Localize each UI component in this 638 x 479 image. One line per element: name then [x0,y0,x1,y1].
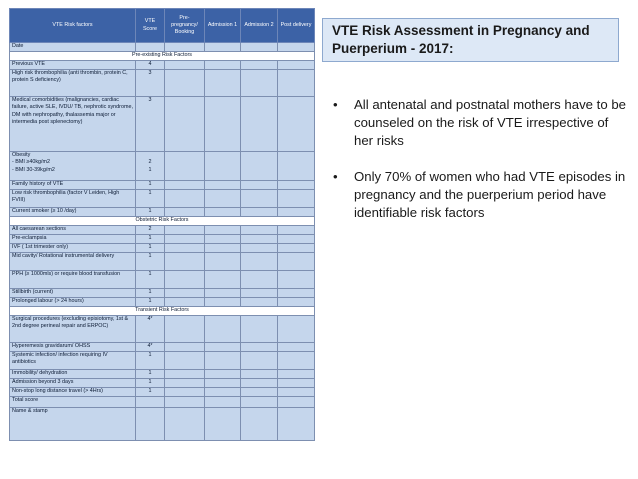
risk-score: 1 [136,271,165,289]
risk-score: 1 [136,298,165,307]
table-row [10,152,315,181]
bullet-dot-icon: • [333,168,338,184]
obesity-score-cell [136,152,165,181]
table-row [10,253,315,271]
risk-score: 1 [136,253,165,271]
vte-risk-table [9,8,315,441]
risk-score: 1 [136,208,165,217]
risk-label: Immobility/ dehydration [10,370,136,379]
header-admission-1: Admission 1 [205,9,241,43]
risk-score: 1 [136,379,165,388]
risk-label: Obesity [12,152,31,158]
header-admission-2: Admission 2 [241,9,278,43]
risk-label: Admission beyond 3 days [10,379,136,388]
risk-label: High risk thrombophilia (anti thrombin, protein C, protein S deficiency) [10,70,136,97]
risk-score: 3 [136,70,165,97]
risk-label: Previous VTE [10,61,136,70]
slide-title: VTE Risk Assessment in Pregnancy and Puerperium - 2017: [322,18,619,62]
risk-score: 1 [148,166,152,173]
date-admission-1-cell[interactable] [205,43,241,52]
table-row [10,397,315,408]
table-row [10,208,315,217]
risk-label: IVF ( 1st trimester only) [10,244,136,253]
risk-score: 2 [136,226,165,235]
header-post-delivery: Post delivery [278,9,315,43]
section-row [10,217,315,226]
risk-score: 1 [136,370,165,379]
table-header-row [10,9,315,43]
table-row [10,370,315,379]
date-post-delivery-cell[interactable] [278,43,315,52]
risk-score: 4* [136,316,165,343]
bullet-dot-icon: • [333,97,338,112]
header-vte-score: VTE Score [136,9,165,43]
bullet-list [331,96,626,239]
bullet-text: All antenatal and postnatal mothers have to be counseled on the risk of VTE irrespective of her risks [354,97,626,149]
section-row [10,307,315,316]
risk-score: 1 [136,235,165,244]
table-row [10,226,315,235]
risk-score: 4* [136,343,165,352]
table-row [10,70,315,97]
obesity-bmi-30: - BMI 30-39kg/m2 [12,166,55,173]
table-row [10,298,315,307]
table-row [10,181,315,190]
obesity-bmi-40: - BMI ≥40kg/m2 [12,159,51,166]
table-row [10,190,315,208]
risk-score: 3 [136,97,165,152]
header-risk-factors: VTE Risk factors [10,9,136,43]
date-admission-2-cell[interactable] [241,43,278,52]
risk-label: All caesarean sections [10,226,136,235]
total-score-label: Total score [10,397,136,408]
section-row [10,52,315,61]
table-row [10,43,315,52]
table-row [10,388,315,397]
table-row [10,97,315,152]
table-row [10,235,315,244]
risk-label: Hyperemesis gravidarum/ OHSS [10,343,136,352]
risk-label: PPH (≥ 1000mls) or require blood transfusion [10,271,136,289]
obesity-cell [10,152,136,181]
section-transient: Transient Risk Factors [10,307,315,316]
table-row [10,244,315,253]
name-stamp-label: Name & stamp [10,408,136,441]
risk-label: Stillbirth (current) [10,289,136,298]
date-label: Date [10,43,136,52]
risk-score: 1 [136,388,165,397]
risk-label: Pre-eclampsia [10,235,136,244]
table-row [10,343,315,352]
risk-label: Current smoker (≥ 10 /day) [10,208,136,217]
risk-score: 2 [148,159,152,166]
list-item [331,168,626,223]
section-preexisting: Pre-existing Risk Factors [10,52,315,61]
table-row [10,271,315,289]
risk-label: Low risk thrombophilia (factor V Leiden, High FVIII) [10,190,136,208]
risk-score: 1 [136,190,165,208]
risk-label: Non-stop long distance travel (> 4Hrs) [10,388,136,397]
risk-label: Family history of VTE [10,181,136,190]
risk-score: 1 [136,289,165,298]
risk-label: Systemic infection/ infection requiring IV antibiotics [10,352,136,370]
list-item [331,96,626,151]
table-row [10,379,315,388]
section-obstetric: Obstetric Risk Factors [10,217,315,226]
risk-score: 4 [136,61,165,70]
risk-score: 1 [136,181,165,190]
table-row [10,61,315,70]
table-row [10,316,315,343]
table-row [10,289,315,298]
header-pre-pregnancy: Pre-pregnancy/ Booking [165,9,205,43]
risk-score: 1 [136,352,165,370]
risk-score: 1 [136,244,165,253]
risk-label: Medical comorbidities (malignancies, cardiac failure, active SLE, IVDU/ TB, nephrotic syndrome, DM with nephropathy, thalassemia major or intermedia post splenectomy) [10,97,136,152]
table-row [10,408,315,441]
risk-label: Mid cavity/ Rotational instrumental delivery [10,253,136,271]
risk-label: Surgical procedures (excluding episiotomy, 1st & 2nd degree perineal repair and ERPOC) [10,316,136,343]
risk-label: Prolonged labour (> 24 hours) [10,298,136,307]
table-row [10,352,315,370]
bullet-text: Only 70% of women who had VTE episodes in pregnancy and the puerperium period have identifiable risk factors [354,168,626,221]
